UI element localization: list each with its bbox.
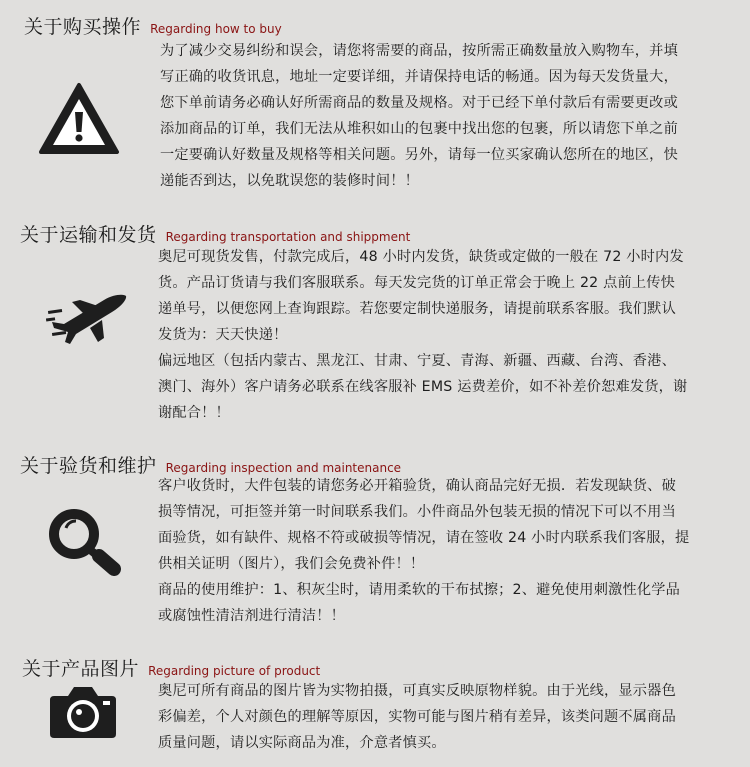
body-line: 为了减少交易纠纷和误会，请您将需要的商品，按所需正确数量放入购物车，并填 [160, 43, 678, 59]
body-line: 您下单前请务必确认好所需商品的数量及规格。对于已经下单付款后有需要更改或 [160, 95, 678, 111]
heading-cn: 关于购买操作 [24, 16, 142, 38]
section-heading [20, 220, 410, 247]
magnifier-icon [44, 506, 122, 576]
section-body [160, 38, 678, 194]
section-body [158, 244, 687, 426]
body-line: 奥尼可现货发售，付款完成后，48 小时内发货，缺货或定做的一般在 72 小时内发 [158, 249, 684, 265]
body-line: 损等情况，可拒签并第一时间联系我们。小件商品外包装无损的情况下可以不用当 [158, 504, 676, 520]
body-line: 奥尼可所有商品的图片皆为实物拍摄，可真实反映原物样貌。由于光线，显示器色 [158, 683, 676, 699]
heading-en: Regarding how to buy [150, 22, 282, 36]
heading-cn: 关于产品图片 [22, 658, 140, 680]
body-line: 谢配合！！ [158, 405, 230, 421]
body-line: 彩偏差，个人对颜色的理解等原因，实物可能与图片稍有差异，该类问题不属商品 [158, 709, 676, 725]
body-line: 写正确的收货讯息，地址一定要详细，并请保持电话的畅通。因为每天发货量大， [160, 69, 678, 85]
warning-icon [38, 82, 120, 156]
heading-cn: 关于验货和维护 [20, 455, 157, 477]
body-line: 商品的使用维护：1、积灰尘时，请用柔软的干布拭擦；2、避免使用刺激性化学品 [158, 582, 681, 598]
body-line: 发货为：天天快递！ [158, 327, 288, 343]
body-line: 供相关证明（图片），我们会免费补件！！ [158, 556, 425, 572]
body-line: 面验货，如有缺件、规格不符或破损等情况，请在签收 24 小时内联系我们客服，提 [158, 530, 690, 546]
section-heading [24, 12, 282, 39]
body-line: 澳门、海外）客户请务必联系在线客服补 EMS 运费差价，如不补差价恕难发货，谢 [158, 379, 688, 395]
airplane-icon [46, 288, 128, 346]
body-line: 递能否到达，以免耽误您的装修时间！！ [160, 173, 419, 189]
body-line: 质量问题，请以实际商品为准，介意者慎买。 [158, 735, 446, 751]
body-line: 一定要确认好数量及规格等相关问题。另外，请每一位买家确认您所在的地区，快 [160, 147, 678, 163]
heading-cn: 关于运输和发货 [20, 224, 157, 246]
body-line: 或腐蚀性清洁剂进行清洁！！ [158, 608, 346, 624]
body-line: 递单号，以便您网上查询跟踪。若您要定制快递服务，请提前联系客服。我们默认 [158, 301, 676, 317]
body-line: 客户收货时，大件包装的请您务必开箱验货，确认商品完好无损．若发现缺货、破 [158, 478, 676, 494]
heading-en: Regarding transportation and shippment [165, 230, 411, 244]
body-line: 货。产品订货请与我们客服联系。每天发完货的订单正常会于晚上 22 点前上传快 [158, 275, 676, 291]
body-line: 添加商品的订单，我们无法从堆积如山的包裹中找出您的包裹，所以请您下单之前 [160, 121, 678, 137]
section-heading [22, 654, 320, 681]
section-body [158, 678, 676, 756]
section-body [158, 473, 689, 629]
body-line: 偏远地区（包括内蒙古、黑龙江、甘肃、宁夏、青海、新疆、西藏、台湾、香港、 [158, 353, 676, 369]
heading-en: Regarding inspection and maintenance [165, 461, 402, 475]
camera-icon [48, 684, 118, 740]
heading-en: Regarding picture of product [148, 664, 321, 678]
